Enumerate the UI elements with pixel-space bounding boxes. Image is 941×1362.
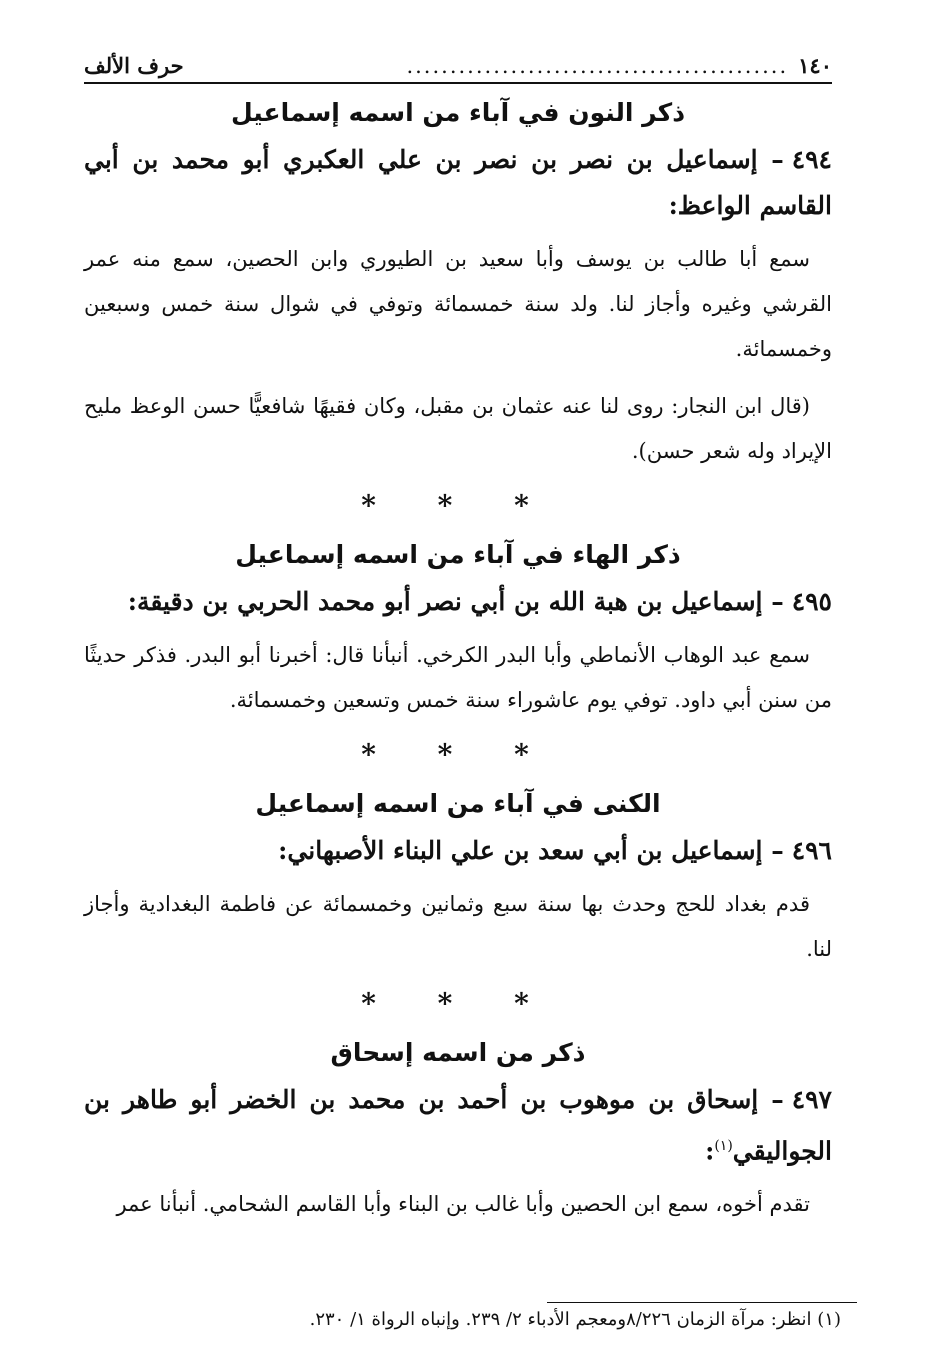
entry-heading-text: – إسماعيل بن نصر بن نصر بن علي العكبري أبو محمد بن أبي القاسم الواعظ:: [84, 145, 832, 220]
entry-heading-text: – إسماعيل بن هبة الله بن أبي نصر أبو محمد الحربي بن دقيقة:: [127, 587, 784, 616]
entry-number: ٤٩٤: [791, 145, 832, 174]
footnote-reference[interactable]: (١): [714, 1138, 733, 1154]
chapter-title: حرف الألف: [84, 53, 184, 78]
section-separator: * * *: [361, 489, 555, 522]
section-title: ذكر النون في آباء من اسمه إسماعيل: [230, 98, 686, 127]
section-title: الكنى في آباء من اسمه إسماعيل: [255, 789, 661, 818]
paragraph: سمع عبد الوهاب الأنماطي وأبا البدر الكرخي. أنبأنا قال: أخبرنا أبو البدر. فذكر حديثًا من سنن أبي داود. توفي يوم عاشوراء سنة خمس وتسعين وخمسمائة.: [84, 643, 832, 712]
footnote: (١) انظر: مرآة الزمان ٨/٢٢٦ومعجم الأدباء ٢/ ٢٣٩. وإنباه الرواة ١/ ٢٣٠.: [309, 1309, 841, 1330]
section-separator: * * *: [361, 738, 555, 771]
entry-number: ٤٩٦: [791, 836, 832, 865]
paragraph: تقدم أخوه، سمع ابن الحصين وأبا غالب بن البناء وأبا القاسم الشحامي. أنبأنا عمر: [116, 1192, 810, 1217]
entry-heading-colon: :: [705, 1136, 715, 1166]
paragraph: سمع أبا طالب بن يوسف وأبا سعيد بن الطيوري وابن الحصين، سمع منه عمر القرشي وغيره وأجاز لنا. ولد سنة خمسمائة وتوفي في شوال سنة خمس وسبعين وخمسمائة.: [84, 247, 832, 361]
entry-heading: [84, 579, 832, 625]
entry-number: ٤٩٧: [791, 1085, 832, 1114]
section-title: ذكر من اسمه إسحاق: [330, 1038, 586, 1067]
paragraph: قدم بغداد للحج وحدث بها سنة سبع وثمانين وخمسمائة عن فاطمة البغدادية وأجاز لنا.: [84, 892, 832, 961]
entry-heading: [84, 828, 832, 874]
entry-heading: [84, 1077, 832, 1174]
footnote-divider: [547, 1302, 857, 1303]
paragraph: (قال ابن النجار: روى لنا عنه عثمان بن مقبل، وكان فقيهًا شافعيًّا حسن الوعظ مليح الإيراد وله شعر حسن).: [84, 394, 832, 463]
entry-heading-text: – إسماعيل بن أبي سعد بن علي البناء الأصبهاني:: [278, 836, 784, 865]
section-title: ذكر الهاء في آباء من اسمه إسماعيل: [235, 540, 681, 569]
entry-number: ٤٩٥: [791, 587, 832, 616]
header-leader-dots: ............................................: [406, 54, 789, 78]
entry-heading: [84, 137, 832, 229]
entry-heading-text: – إسحاق بن موهوب بن أحمد بن محمد بن الخضر أبو طاهر بن الجواليقي: [84, 1085, 832, 1166]
section-separator: * * *: [361, 987, 555, 1020]
running-head: [84, 50, 832, 84]
page-number: ١٤٠: [798, 53, 832, 78]
page-content: [84, 50, 832, 1239]
